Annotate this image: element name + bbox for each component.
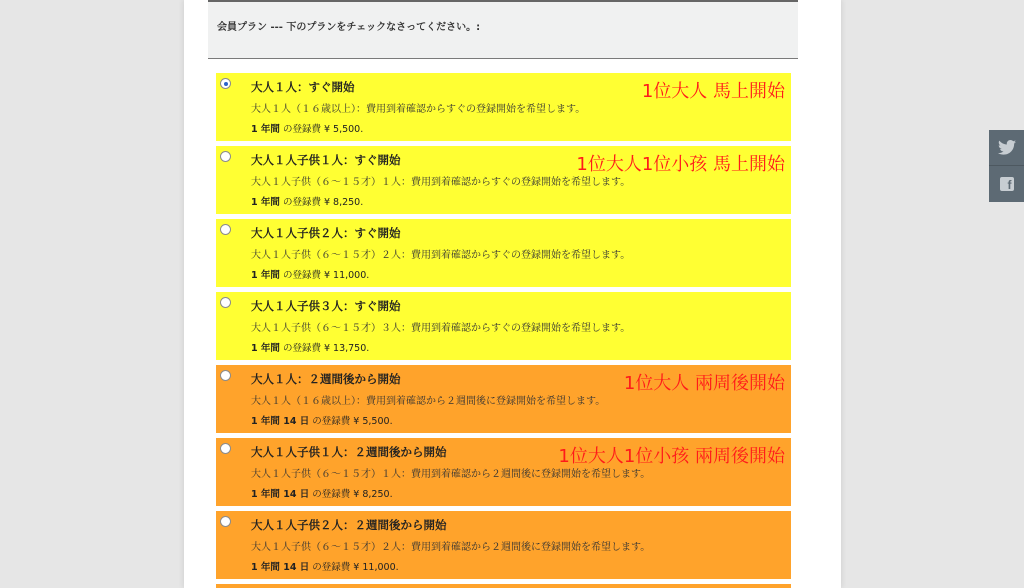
plan-fee	[251, 413, 393, 427]
plan-radio[interactable]	[220, 151, 231, 162]
facebook-icon: f	[1000, 177, 1014, 191]
plan-title: 大人１人子供３人：すぐ開始	[251, 299, 401, 313]
plan-fee	[251, 194, 363, 208]
twitter-share-button[interactable]	[989, 130, 1024, 166]
plan-radio[interactable]	[220, 370, 231, 381]
plan-fee-period: 1 年間	[251, 343, 280, 354]
plan-description: 大人１人子供（６〜１５才）２人：費用到着確認からすぐの登録開始を希望します。	[251, 250, 631, 261]
plan-title: 大人１人子供２人：２週間後から開始	[251, 518, 447, 532]
plan-fee-amount: の登録費 ¥ 8,250.	[279, 197, 364, 208]
plan-fee-period: 1 年間 14 日	[251, 489, 310, 500]
plan-fee	[251, 340, 369, 354]
plan-fee-amount: の登録費 ¥ 11,000.	[279, 270, 370, 281]
plan-description: 大人１人子供（６〜１５才）３人：費用到着確認からすぐの登録開始を希望します。	[251, 323, 631, 334]
plan-option-partial	[216, 584, 791, 588]
plan-radio[interactable]	[220, 297, 231, 308]
plan-list	[216, 73, 791, 584]
plan-fee-amount: の登録費 ¥ 11,000.	[309, 562, 399, 573]
social-share-bar	[989, 130, 1024, 202]
plan-fee-amount: の登録費 ¥ 8,250.	[309, 489, 393, 500]
plan-description: 大人１人（１６歳以上）：費用到着確認からすぐの登録開始を希望します。	[251, 104, 586, 115]
plan-annotation: 1位大人 兩周後開始	[623, 373, 785, 394]
plan-description: 大人１人子供（６〜１５才）２人：費用到着確認から２週間後に登録開始を希望します。	[251, 542, 651, 553]
plan-option[interactable]	[216, 219, 791, 287]
plan-option[interactable]	[216, 365, 791, 433]
plan-title: 大人１人：２週間後から開始	[251, 372, 401, 386]
plan-title: 大人１人子供１人：すぐ開始	[251, 153, 401, 167]
plan-fee-amount: の登録費 ¥ 5,500.	[279, 124, 364, 135]
plan-title: 大人１人：すぐ開始	[251, 80, 355, 94]
plan-radio[interactable]	[220, 516, 231, 527]
plan-radio[interactable]	[220, 443, 231, 454]
plan-fee-period: 1 年間 14 日	[251, 562, 310, 573]
plan-fee-period: 1 年間 14 日	[251, 416, 310, 427]
plan-option[interactable]	[216, 438, 791, 506]
plan-title: 大人１人子供１人：２週間後から開始	[251, 445, 447, 459]
plan-option[interactable]	[216, 73, 791, 141]
plan-annotation: 1位大人 馬上開始	[641, 81, 785, 102]
plan-description: 大人１人子供（６〜１５才）１人：費用到着確認から２週間後に登録開始を希望します。	[251, 469, 651, 480]
plan-title: 大人１人子供２人：すぐ開始	[251, 226, 401, 240]
plan-fee-amount: の登録費 ¥ 13,750.	[279, 343, 370, 354]
plan-fee-amount: の登録費 ¥ 5,500.	[309, 416, 393, 427]
plan-fee	[251, 121, 363, 135]
plan-option[interactable]	[216, 511, 791, 579]
plan-description: 大人１人子供（６〜１５才）１人：費用到着確認からすぐの登録開始を希望します。	[251, 177, 631, 188]
plan-option[interactable]	[216, 146, 791, 214]
facebook-share-button[interactable]	[989, 166, 1024, 201]
twitter-icon	[998, 140, 1016, 155]
plan-radio[interactable]	[220, 224, 231, 235]
plan-annotation: 1位大人1位小孩 馬上開始	[576, 154, 785, 175]
plan-fee	[251, 267, 369, 281]
plan-annotation: 1位大人1位小孩 兩周後開始	[558, 446, 785, 467]
plan-fee	[251, 559, 399, 573]
plan-fee-period: 1 年間	[251, 270, 280, 281]
page-content	[184, 0, 841, 588]
plan-radio[interactable]	[220, 78, 231, 89]
plan-fee	[251, 486, 393, 500]
plan-form-header	[208, 0, 798, 59]
plan-option[interactable]	[216, 292, 791, 360]
plan-fee-period: 1 年間	[251, 124, 280, 135]
plan-fee-period: 1 年間	[251, 197, 280, 208]
plan-form-label: 会員プラン --- 下のプランをチェックなさってください。:	[217, 22, 481, 33]
plan-description: 大人１人（１６歳以上）：費用到着確認から２週間後に登録開始を希望します。	[251, 396, 606, 407]
